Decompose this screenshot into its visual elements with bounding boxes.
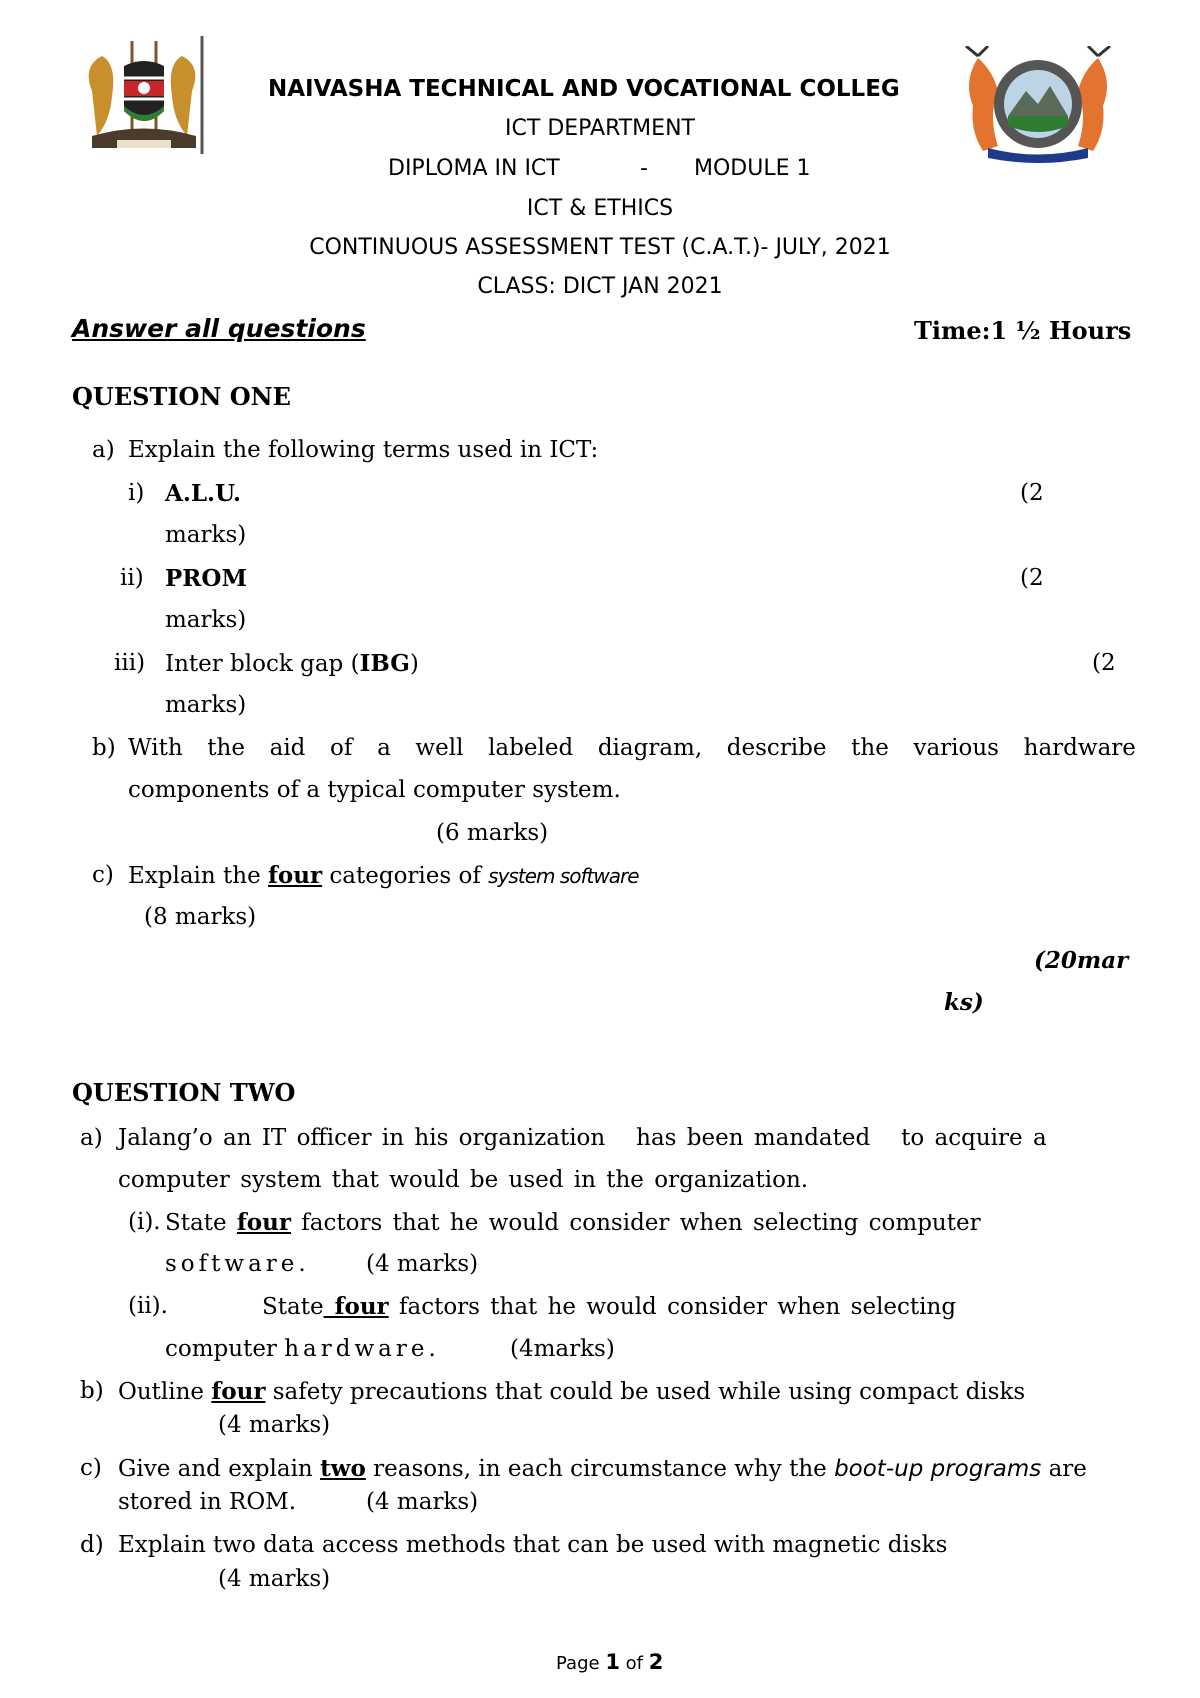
- q1-b-line1: With the aid of a well labeled diagram, describe the various hardware: [128, 735, 1136, 761]
- q1-a-i-label: i): [128, 480, 145, 506]
- q1-a-ii-term: PROM: [165, 565, 247, 592]
- q1-a-i-term: A.L.U.: [165, 480, 241, 507]
- q2-a-ii-label: (ii).: [128, 1293, 168, 1319]
- q2-d-text: Explain two data access methods that can be used with magnetic disks: [118, 1532, 948, 1558]
- q1-b-line2: components of a typical computer system.: [128, 777, 621, 803]
- q1-c-marks: (8 marks): [144, 904, 257, 930]
- q2-d-label: d): [80, 1532, 104, 1558]
- q2-a-i-word: software.: [165, 1251, 310, 1277]
- q2-b-label: b): [80, 1378, 104, 1404]
- q2-a-ii-marks: (4marks): [510, 1336, 615, 1362]
- q1-b-label: b): [92, 735, 116, 761]
- q1-a-i-marks: (2: [1020, 480, 1044, 506]
- q2-b-marks: (4 marks): [218, 1412, 331, 1438]
- q1-a-ii-label: ii): [120, 565, 144, 591]
- q1-a-iii-label: iii): [114, 650, 146, 676]
- q1-a-label: a): [92, 437, 115, 463]
- q1-total-line2: ks): [944, 989, 984, 1016]
- q1-c-text: Explain the four categories of system software: [128, 862, 639, 889]
- instructions: Answer all questions: [72, 314, 366, 343]
- q2-c-marks: (4 marks): [366, 1489, 479, 1515]
- q2-a-i-marks: (4 marks): [366, 1251, 479, 1277]
- unit-name: ICT & ETHICS: [526, 196, 674, 221]
- q2-a-ii-text: State four factors that he would consider when selecting: [262, 1293, 957, 1320]
- q2-a-line1: Jalang’o an IT officer in his organization has been mandated to acquire a: [118, 1125, 1047, 1151]
- q2-a-ii-line2: computer hardware.: [165, 1336, 440, 1362]
- college-crest-logo: [948, 46, 1128, 166]
- q1-a-iii-marks: (2: [1092, 650, 1116, 676]
- q1-a-iii-text: Inter block gap (IBG): [165, 650, 419, 677]
- page-number: Page 1 of 2: [556, 1650, 664, 1674]
- module-name: MODULE 1: [694, 156, 811, 181]
- college-name: NAIVASHA TECHNICAL AND VOCATIONAL COLLEG: [268, 76, 900, 102]
- q1-a-text: Explain the following terms used in ICT:: [128, 437, 599, 463]
- question-two-title: QUESTION TWO: [72, 1078, 296, 1107]
- q2-c-line2: stored in ROM.: [118, 1489, 297, 1515]
- q2-a-i-text: State four factors that he would consider when selecting computer: [165, 1209, 981, 1236]
- q1-c-label: c): [92, 862, 114, 888]
- q1-a-ii-marks-close: marks): [165, 607, 247, 633]
- programme-name: DIPLOMA IN ICT: [388, 156, 560, 181]
- q2-d-marks: (4 marks): [218, 1566, 331, 1592]
- q2-a-i-label: (i).: [128, 1209, 161, 1235]
- q2-a-line2: computer system that would be used in the organization.: [118, 1167, 809, 1193]
- q1-a-i-marks-close: marks): [165, 522, 247, 548]
- q1-b-marks: (6 marks): [436, 820, 549, 846]
- time-allowed: Time:1 ½ Hours: [914, 316, 1132, 345]
- class-name: CLASS: DICT JAN 2021: [477, 274, 723, 299]
- q2-a-label: a): [80, 1125, 103, 1151]
- exam-title: CONTINUOUS ASSESSMENT TEST (C.A.T.)- JULY, 2021: [309, 235, 891, 260]
- q2-c-text: Give and explain two reasons, in each circumstance why the boot-up programs are: [118, 1455, 1087, 1482]
- department-name: ICT DEPARTMENT: [505, 116, 695, 141]
- q2-b-text: Outline four safety precautions that could be used while using compact disks: [118, 1378, 1026, 1405]
- q2-c-label: c): [80, 1455, 102, 1481]
- q1-a-iii-marks-close: marks): [165, 692, 247, 718]
- q1-a-ii-marks: (2: [1020, 565, 1044, 591]
- question-one-title: QUESTION ONE: [72, 382, 291, 411]
- q1-total-line1: (20mar: [1034, 947, 1129, 974]
- header-dash: -: [640, 156, 648, 181]
